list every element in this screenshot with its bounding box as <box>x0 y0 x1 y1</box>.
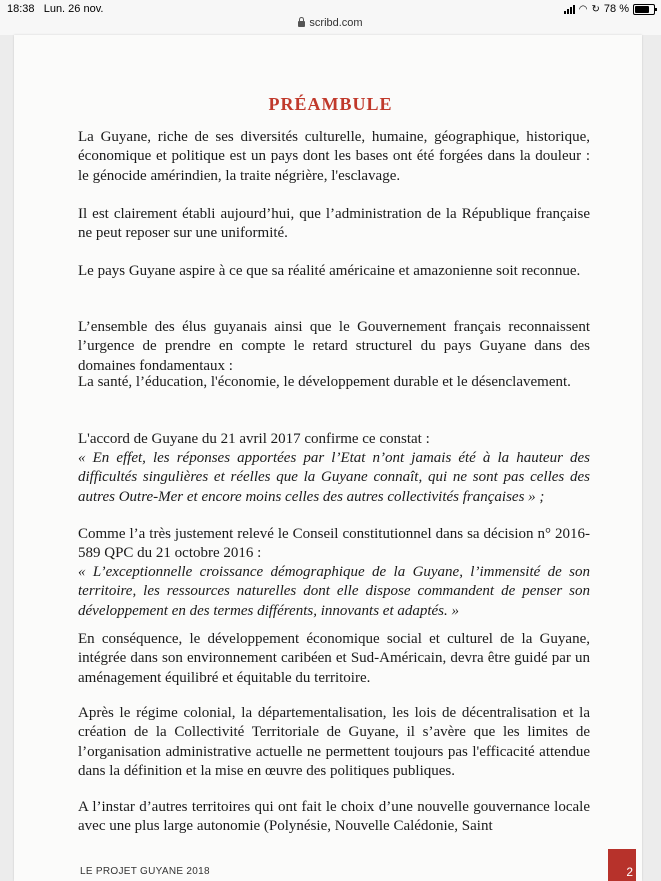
paragraph-9: A l’instar d’autres territoires qui ont fait le choix d’une nouvelle gouvernance locale avec une plus large autonomie (Polynésie, Nouvelle Calédonie, Saint <box>78 799 590 835</box>
address-bar[interactable] <box>0 17 661 35</box>
orientation-lock-icon: ↻ <box>591 3 600 15</box>
paragraph-6: Comme l’a très justement relevé le Conseil constitutionnel dans sa décision n° 2016-589 QPC du 21 octobre 2016 : <box>78 526 590 562</box>
paragraph-4-list: La santé, l’éducation, l'économie, le développement durable et le désenclavement. <box>78 374 571 390</box>
paragraph-5: L'accord de Guyane du 21 avril 2017 confirme ce constat : <box>78 431 430 447</box>
status-time: 18:38 <box>7 3 35 15</box>
paragraph-4: L’ensemble des élus guyanais ainsi que le Gouvernement français reconnaissent l’urgence de prendre en compte le retard structurel du pays Guyane dans des domaines fondamentaux : <box>78 319 590 374</box>
status-time-date <box>7 3 103 15</box>
paragraph-2: Il est clairement établi aujourd’hui, que l’administration de la République française ne peut reposer sur une uniformité. <box>78 206 590 242</box>
quote-2: « L’exceptionnelle croissance démographique de la Guyane, l’immensité de son territoire, les ressources naturelles dont elle dispose commandent de penser son développement en des termes différents, innovants et adaptés. » <box>78 564 590 619</box>
paragraph-8: Après le régime colonial, la départementalisation, les lois de décentralisation et la création de la Collectivité Territoriale de Guyane, il s’avère que les limites de l’organisation administrative actuelle ne permettent toujours pas l'efficacité attendue dans la définition et la mise en œuvre des politiques publiques. <box>78 705 590 780</box>
wifi-icon: ◠ <box>578 3 588 15</box>
paragraph-3: Le pays Guyane aspire à ce que sa réalité américaine et amazonienne soit reconnue. <box>78 263 581 279</box>
quote-1: « En effet, les réponses apportées par l’Etat n’ont jamais été à la hauteur des difficultés singulières et réelles que la Guyane connaît, qui ne sont pas celles des autres Outre-Mer et encore moins celles des autres collectivités françaises » ; <box>78 450 590 505</box>
footer-label: LE PROJET GUYANE 2018 <box>80 866 210 877</box>
paragraph-1: La Guyane, riche de ses diversités culturelle, humaine, géographique, historique, économique et politique est un pays dont les bases ont été forgées dans la douleur : le génocide amérindien, la traite négrière, l'esclavage. <box>78 129 590 184</box>
page-title: PRÉAMBULE <box>268 94 393 114</box>
url-text[interactable]: scribd.com <box>309 17 363 29</box>
battery-icon <box>633 4 655 15</box>
status-indicators <box>564 3 655 15</box>
cellular-signal-icon <box>564 5 575 14</box>
page-number-badge: 2 <box>608 849 636 881</box>
status-date: Lun. 26 nov. <box>43 3 104 15</box>
lock-icon <box>298 21 305 27</box>
status-bar <box>0 0 661 17</box>
paragraph-7: En conséquence, le développement économique social et culturel de la Guyane, intégrée dans son environnement caribéen et Sud-Américain, devra être guidé par un aménagement équilibré et équitable du territoire. <box>78 631 590 686</box>
battery-percent: 78 % <box>603 3 629 15</box>
